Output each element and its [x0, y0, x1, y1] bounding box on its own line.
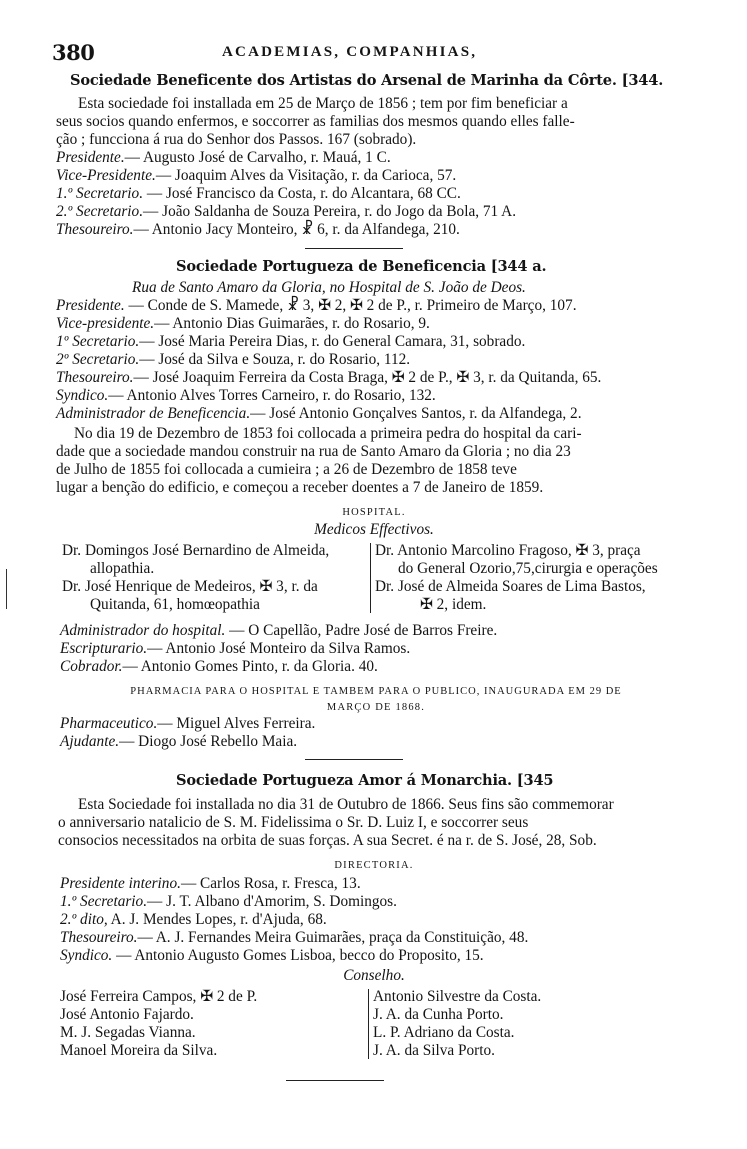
officer-name: — Antonio Augusto Gomes Lisboa, becco do Proposito, 15.: [112, 947, 484, 964]
section-title-artistas-arsenal: Sociedade Beneficente dos Artistas do Arsenal de Marinha da Côrte. [344.: [70, 72, 664, 89]
s2-officer-row: [56, 351, 410, 369]
conselho-left-line: José Ferreira Campos, ✠ 2 de P.: [60, 988, 258, 1005]
s2-body-line: de Julho de 1855 foi collocada a cumieira ; a 26 de Dezembro de 1858 teve: [56, 461, 517, 478]
staff-role: Escripturario.: [60, 640, 148, 657]
directoria-heading: DIRECTORIA.: [334, 860, 414, 871]
officer-name: — Antonio Alves Torres Carneiro, r. do Rosario, 132.: [108, 387, 436, 404]
section-title-beneficencia: Sociedade Portugueza de Beneficencia [344 a.: [176, 258, 547, 275]
section-divider: [305, 248, 403, 249]
page-header: [52, 40, 692, 66]
s2-body-line: No dia 19 de Dezembro de 1853 foi collocada a primeira pedra do hospital da cari-: [74, 425, 582, 442]
s2-address: Rua de Santo Amaro da Gloria, no Hospital de S. João de Deos.: [132, 279, 526, 296]
officer-name: — Conde de S. Mamede, ☧ 3, ✠ 2, ✠ 2 de P., r. Primeiro de Março, 107.: [124, 297, 577, 314]
s2-officer-row: [56, 333, 525, 351]
medico-right-line: Dr. José de Almeida Soares de Lima Bastos,: [375, 578, 646, 595]
pharmacy-staff-row: [60, 715, 315, 733]
officer-role: Vice-Presidente.: [56, 167, 156, 184]
running-head: ACADEMIAS, COMPANHIAS,: [222, 44, 478, 60]
s1-officer-row: [56, 221, 460, 239]
officer-name: — J. T. Albano d'Amorim, S. Domingos.: [147, 893, 397, 910]
conselho-right-line: L. P. Adriano da Costa.: [373, 1024, 515, 1041]
conselho-left-line: José Antonio Fajardo.: [60, 1006, 194, 1023]
s3-officer-row: [60, 893, 397, 911]
medico-left-line: Dr. Domingos José Bernardino de Almeida,: [62, 542, 330, 559]
officer-role: 1.º Secretario.: [60, 893, 148, 910]
officer-role: 1.º Secretario.: [56, 185, 144, 202]
s3-officer-row: [60, 947, 484, 965]
officer-role: Presidente interino.: [60, 875, 181, 892]
conselho-right-line: J. A. da Silva Porto.: [373, 1042, 495, 1059]
s1-officer-row: [56, 185, 461, 203]
officer-name: — A. J. Fernandes Meira Guimarães, praça da Constituição, 48.: [137, 929, 529, 946]
s1-officer-row: [56, 203, 516, 221]
staff-name: — Antonio Gomes Pinto, r. da Gloria. 40.: [122, 658, 378, 675]
staff-role: Cobrador.: [60, 658, 123, 675]
pharmacy-staff-row: [60, 733, 297, 751]
officer-role: 2.º dito,: [60, 911, 108, 928]
staff-role: Administrador do hospital.: [60, 622, 226, 639]
officer-role: Thesoureiro.: [60, 929, 138, 946]
officer-role: Syndico.: [56, 387, 109, 404]
officer-name: — Antonio Jacy Monteiro, ☧ 6, r. da Alfandega, 210.: [133, 221, 460, 238]
staff-role: Pharmaceutico.: [60, 715, 158, 732]
s1-body-line: seus socios quando enfermos, e soccorrer as familias dos mesmos quando elles falle-: [56, 113, 575, 130]
s2-officer-row: [56, 387, 436, 405]
s3-officer-row: [60, 929, 528, 947]
s2-officer-row: [56, 369, 601, 387]
medico-left-line: Dr. José Henrique de Medeiros, ✠ 3, r. da: [62, 578, 318, 595]
medico-left-line: allopathia.: [90, 560, 155, 577]
s2-staff-row: [60, 622, 497, 640]
officer-name: — Augusto José de Carvalho, r. Mauá, 1 C.: [124, 149, 391, 166]
section-divider: [286, 1080, 384, 1081]
s2-staff-row: [60, 658, 378, 676]
staff-role: Ajudante.: [60, 733, 120, 750]
section-title-amor-monarchia: Sociedade Portugueza Amor á Monarchia. [345: [176, 772, 554, 789]
column-divider: [370, 543, 371, 613]
officer-role: Administrador de Beneficencia.: [56, 405, 251, 422]
officer-role: Thesoureiro.: [56, 369, 134, 386]
medico-right-line: do General Ozorio,75,cirurgia e operações: [398, 560, 658, 577]
conselho-left-line: Manoel Moreira da Silva.: [60, 1042, 218, 1059]
s2-body-line: dade que a sociedade mandou construir na rua de Santo Amaro da Gloria ; no dia 23: [56, 443, 571, 460]
s2-staff-row: [60, 640, 410, 658]
officer-name: — João Saldanha de Souza Pereira, r. do Jogo da Bola, 71 A.: [143, 203, 517, 220]
officer-name: — José Joaquim Ferreira da Costa Braga, ✠ 2 de P., ✠ 3, r. da Quitanda, 65.: [133, 369, 602, 386]
conselho-right-line: Antonio Silvestre da Costa.: [373, 988, 542, 1005]
hospital-heading: HOSPITAL.: [342, 507, 406, 518]
officer-name: — José Francisco da Costa, r. do Alcantara, 68 CC.: [143, 185, 461, 202]
officer-name: — José Antonio Gonçalves Santos, r. da Alfandega, 2.: [250, 405, 582, 422]
staff-name: — O Capellão, Padre José de Barros Freire.: [225, 622, 498, 639]
officer-name: A. J. Mendes Lopes, r. d'Ajuda, 68.: [107, 911, 327, 928]
s1-officer-row: [56, 167, 456, 185]
column-divider: [368, 989, 369, 1059]
officer-role: 2.º Secretario.: [56, 203, 144, 220]
medico-left-line: Quitanda, 61, homœopathia: [90, 596, 260, 613]
medico-right-line: ✠ 2, idem.: [420, 596, 487, 613]
margin-mark: [6, 569, 7, 609]
officer-role: 1º Secretario.: [56, 333, 140, 350]
pharmacy-note-line: MARÇO DE 1868.: [326, 702, 426, 713]
s3-officer-row: [60, 911, 327, 929]
s1-body-line: Esta sociedade foi installada em 25 de Março de 1856 ; tem por fim beneficiar a: [78, 95, 568, 112]
s2-officer-row: [56, 297, 577, 315]
conselho-right-line: J. A. da Cunha Porto.: [373, 1006, 504, 1023]
s1-officer-row: [56, 149, 391, 167]
officer-name: — Antonio Dias Guimarães, r. do Rosario, 9.: [154, 315, 430, 332]
staff-name: — Miguel Alves Ferreira.: [157, 715, 316, 732]
staff-name: — Antonio José Monteiro da Silva Ramos.: [147, 640, 411, 657]
officer-name: — José Maria Pereira Dias, r. do General Camara, 31, sobrado.: [139, 333, 526, 350]
s2-officer-row: [56, 405, 582, 423]
s3-body-line: consocios necessitados na orbita de suas forças. A sua Secret. é na r. de S. José, 28, Sob.: [58, 832, 597, 849]
officer-name: — Carlos Rosa, r. Fresca, 13.: [180, 875, 361, 892]
conselho-heading: Conselho.: [343, 967, 405, 984]
officer-role: Presidente.: [56, 149, 125, 166]
medico-right-line: Dr. Antonio Marcolino Fragoso, ✠ 3, praça: [375, 542, 641, 559]
officer-name: — José da Silva e Souza, r. do Rosario, 112.: [139, 351, 411, 368]
s1-body-line: ção ; funcciona á rua do Senhor dos Passos. 167 (sobrado).: [56, 131, 417, 148]
officer-role: Syndico.: [60, 947, 113, 964]
pharmacy-note-line: PHARMACIA PARA O HOSPITAL E TAMBEM PARA O PUBLICO, INAUGURADA EM 29 DE: [130, 686, 622, 697]
medicos-heading: Medicos Effectivos.: [314, 521, 434, 538]
s3-body-line: o anniversario natalicio de S. M. Fidelissima o Sr. D. Luiz I, e soccorrer seus: [58, 814, 529, 831]
s2-body-line: lugar a benção do edificio, e começou a receber doentes a 7 de Janeiro de 1859.: [56, 479, 544, 496]
officer-name: — Joaquim Alves da Visitação, r. da Carioca, 57.: [155, 167, 457, 184]
officer-role: Thesoureiro.: [56, 221, 134, 238]
conselho-left-line: M. J. Segadas Vianna.: [60, 1024, 196, 1041]
s3-body-line: Esta Sociedade foi installada no dia 31 de Outubro de 1866. Seus fins são commemorar: [78, 796, 614, 813]
officer-role: Presidente.: [56, 297, 125, 314]
s2-officer-row: [56, 315, 430, 333]
staff-name: — Diogo José Rebello Maia.: [119, 733, 298, 750]
officer-role: Vice-presidente.: [56, 315, 155, 332]
section-divider: [305, 759, 403, 760]
officer-role: 2º Secretario.: [56, 351, 140, 368]
page-number: 380: [52, 40, 95, 65]
s3-officer-row: [60, 875, 361, 893]
